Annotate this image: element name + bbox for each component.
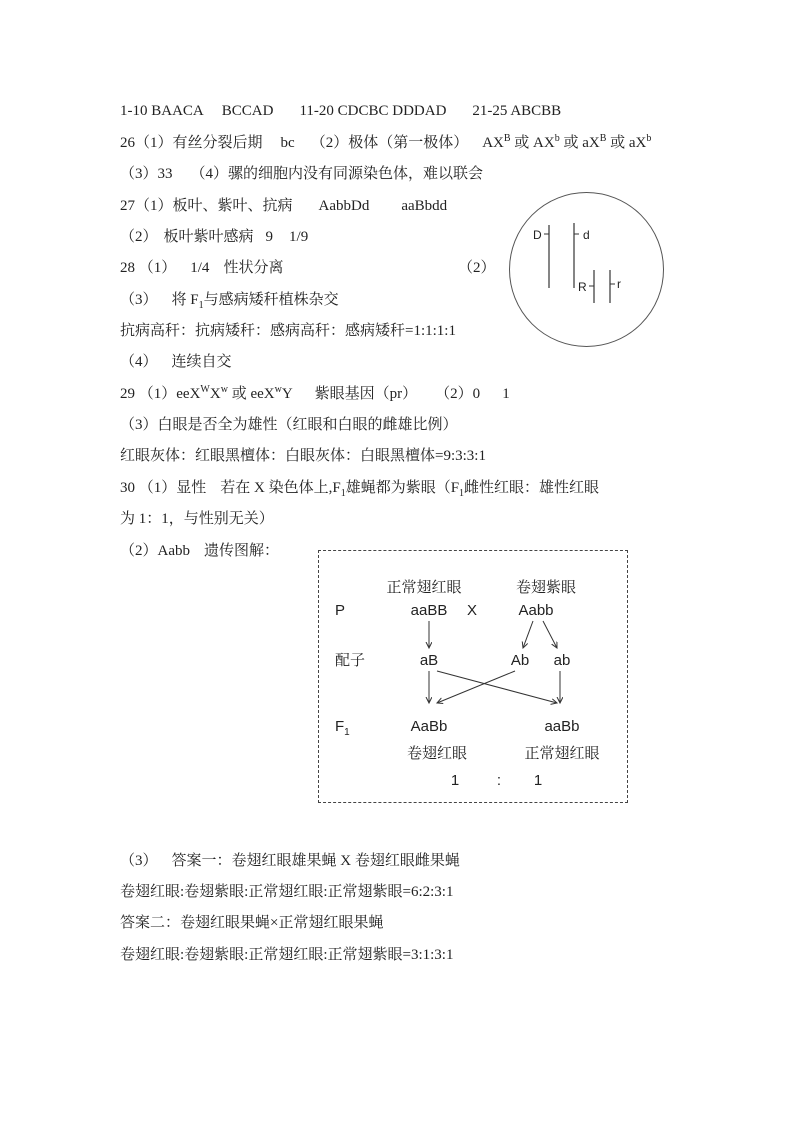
parent2-genotype: Aabb <box>518 602 554 619</box>
offspring2-phenotype: 正常翅红眼 <box>524 745 600 762</box>
q28-part3-label: （3） <box>120 292 158 308</box>
ratio-separator: : <box>496 772 502 789</box>
answer-line-19: 卷翅红眼:卷翅紫眼:正常翅红眼:正常翅紫眼=3:1:3:1 <box>120 947 454 963</box>
chromosome-figure <box>509 192 664 347</box>
q29-value: 1 <box>502 386 510 402</box>
answer-line-1 <box>120 101 561 121</box>
parent1-phenotype: 正常翅红眼 <box>386 579 462 596</box>
arrow-p2-gamete-ab-lower <box>543 621 557 648</box>
answers-11-20: 11-20 CDCBC DDDAD <box>299 103 447 119</box>
q26-genotypes: $AX^B$ 或 $AX^b$ 或 $aX^B$ 或 $aX^b$ <box>482 133 652 151</box>
q30-explanation: 若在 X 染色体上$,F_1$雄蝇都为紫眼（$F_1$雌性红眼：雄性红眼 <box>220 480 600 499</box>
p-generation-label: P <box>335 602 346 619</box>
q27-fraction: 1/9 <box>289 229 309 245</box>
answer-line-2 <box>120 133 651 153</box>
q28-part1-label: 28 （1） <box>120 260 177 276</box>
q30-part3-label: （3） <box>120 853 158 869</box>
q30-part1: 30 （1）显性 <box>120 480 207 496</box>
answer-line-10 <box>120 384 510 404</box>
q28-part2-label: （2） <box>458 260 496 276</box>
answer-line-9 <box>120 352 232 372</box>
q29-genotypes: 29 $(1)eeX^WX^w$ 或 eeX$^w$Y <box>120 384 293 402</box>
allele-R-label: R <box>578 280 587 294</box>
q30-answer1: 答案一：卷翅红眼雄果蝇 X 卷翅红眼雌果蝇 <box>171 853 460 869</box>
answer-line-15 <box>120 541 279 561</box>
offspring1-genotype: AaBb <box>410 718 448 735</box>
q28-part3: 将 $F_1$与感病矮秆植株杂交 <box>171 292 339 311</box>
gamete-ab: ab <box>553 652 571 669</box>
q29-part2: （2）0 <box>435 386 481 402</box>
answers-21-25: 21-25 ABCBB <box>472 103 562 119</box>
q29-gene: 紫眼基因（pr） <box>314 386 418 402</box>
q28-trait: 性状分离 <box>223 260 284 276</box>
gamete-label: 配子 <box>335 652 366 669</box>
q27-part2-label: （2） <box>120 229 158 245</box>
answer-line-13 <box>120 478 599 498</box>
cross-symbol: X <box>466 602 478 619</box>
answers-1-10: 1-10 BAACA <box>120 103 204 119</box>
parent1-genotype: aaBB <box>410 602 448 619</box>
q26-part3: （3）33 <box>120 166 173 182</box>
q27-part2: 板叶紫叶感病 <box>163 229 254 245</box>
answer-line-4 <box>120 196 447 216</box>
answer-line-7 <box>120 290 339 310</box>
q28-part4: 连续自交 <box>171 354 232 370</box>
parent2-phenotype: 卷翅紫眼 <box>515 579 577 596</box>
offspring1-phenotype: 卷翅红眼 <box>406 745 468 762</box>
q27-genotype-2: aaBbdd <box>401 198 448 214</box>
answer-line-12: 红眼灰体：红眼黑檀体：白眼灰体：白眼黑檀体=9:3:3:1 <box>120 448 486 464</box>
gamete-Ab: Ab <box>510 652 530 669</box>
q28-part4-label: （4） <box>120 354 158 370</box>
q27-genotype-1: AabbDd <box>318 198 370 214</box>
answer-line-8: 抗病高秆：抗病矮秆：感病高秆：感病矮秆=1:1:1:1 <box>120 323 456 339</box>
f1-label: $F_1$ <box>335 718 350 738</box>
q30-part2: （2）Aabb <box>120 543 190 559</box>
allele-d-label: d <box>583 228 590 242</box>
offspring2-genotype: aaBb <box>544 718 580 735</box>
q30-diagram-label: 遗传图解： <box>204 543 280 559</box>
answer-line-6 <box>120 258 283 278</box>
q26-part4: （4）骡的细胞内没有同源染色体，难以联会 <box>190 166 484 182</box>
ratio-right: 1 <box>533 772 543 789</box>
answer-line-3 <box>120 164 483 184</box>
answer-line-17: 卷翅红眼:卷翅紫眼:正常翅红眼:正常翅紫眼=6:2:3:1 <box>120 884 454 900</box>
cross-drawing <box>319 551 627 802</box>
chromosome-drawing <box>510 193 663 346</box>
gamete-aB: aB <box>419 652 439 669</box>
q26-bc: bc <box>280 135 295 151</box>
answer-line-5 <box>120 227 308 247</box>
answer-line-11: （3）白眼是否全为雄性（红眼和白眼的雌雄比例） <box>120 417 458 433</box>
answer-line-16 <box>120 851 460 871</box>
q26-part2: （2）极体（第一极体） <box>310 135 469 151</box>
q27-part1: 27（1）板叶、紫叶、抗病 <box>120 198 293 214</box>
answers-6-10: BCCAD <box>221 103 274 119</box>
ratio-left: 1 <box>450 772 460 789</box>
allele-r-label: r <box>617 277 621 291</box>
allele-D-label: D <box>533 228 542 242</box>
q26-part1: 26（1）有丝分裂后期 <box>120 135 263 151</box>
arrow-p2-gamete-ab-upper <box>523 621 533 648</box>
arrow-aB-right <box>437 671 557 703</box>
answer-line-14: 为 1：1，与性别无关） <box>120 511 274 527</box>
answer-line-18: 答案二：卷翅红眼果蝇×正常翅红眼果蝇 <box>120 915 384 931</box>
q27-count: 9 <box>265 229 274 245</box>
genetic-cross-diagram <box>318 550 628 803</box>
q28-fraction: 1/4 <box>190 260 210 276</box>
arrow-Ab-left <box>437 671 515 703</box>
